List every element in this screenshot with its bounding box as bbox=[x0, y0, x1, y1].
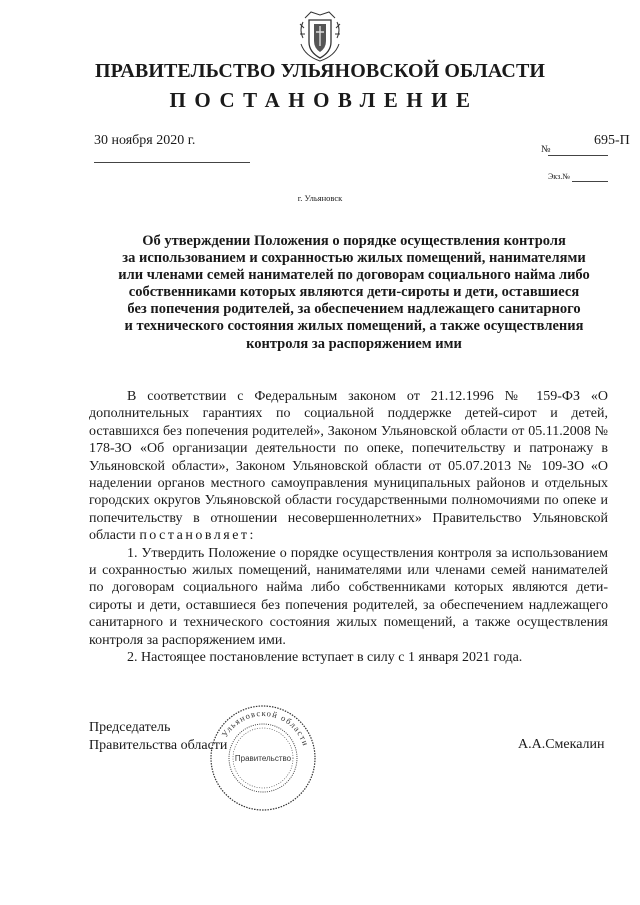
seal-center-text: Правительство bbox=[234, 754, 292, 763]
document-number: 695-П bbox=[594, 133, 630, 148]
title-line: или членами семей нанимателей по договорам социального найма либо bbox=[118, 267, 590, 284]
date-underline bbox=[94, 162, 250, 163]
document-body bbox=[89, 388, 608, 667]
signatory-role-line1: Председатель bbox=[89, 720, 171, 735]
title-line: собственниками которых являются дети-сироты и дети, оставшиеся bbox=[128, 284, 580, 301]
official-seal bbox=[208, 703, 318, 813]
city: г. Ульяновск bbox=[297, 193, 343, 203]
decree-word: постановляет: bbox=[139, 528, 256, 544]
item-1-paragraph: 1. Утвердить Положение о порядке осуществления контроля за использованием и сохранностью жилых помещений, нанимателями или членами семей нанимателей по договорам социального найма либо собственниками которых являются дети-сироты и дети, оставшиеся без попечения родителей, за обеспечением надлежащего санитарного и технического состояния жилых помещений, а также осуществления контроля за распоряжением ими. bbox=[89, 545, 608, 648]
signatory-name: А.А.Смекалин bbox=[518, 737, 605, 752]
item-2-paragraph: 2. Настоящее постановление вступает в силу с 1 января 2021 года. bbox=[127, 650, 523, 666]
document-type: ПОСТАНОВЛЕНИЕ bbox=[169, 88, 479, 112]
copy-number-label: Экз.№ bbox=[548, 172, 570, 181]
signatory-role-line2: Правительства области bbox=[89, 738, 228, 753]
preamble-text: В соответствии с Федеральным законом от 21.12.1996 № 159-ФЗ «О дополнительных гарантиях по социальной поддержке детей-сирот и детей, оставшихся без попечения родителей», Законом Ульяновской области от 05.11.2008 № 178-ЗО «Об организации деятельности по опеке, попечительству и патронажу в Ульяновской области», Законом Ульяновской области от 05.07.2013 № 109-ЗО «О наделении органов местного самоуправления муниципальных районов и отдельных городских округов Ульяновской области государственными полномочиями по опеке и попечительству в отношении несовершеннолетних» Правительство Ульяновской области bbox=[89, 389, 608, 544]
title-line: без попечения родителей, за обеспечением надлежащего санитарного bbox=[127, 301, 581, 318]
organization-name: ПРАВИТЕЛЬСТВО УЛЬЯНОВСКОЙ ОБЛАСТИ bbox=[94, 60, 546, 82]
title-line: Об утверждении Положения о порядке осуществления контроля bbox=[142, 233, 566, 249]
preamble-paragraph bbox=[89, 388, 608, 545]
document-date: 30 ноября 2020 г. bbox=[94, 133, 196, 148]
title-line: за использованием и сохранностью жилых помещений, нанимателями bbox=[122, 250, 586, 267]
seal-ring-text: Ульяновской области bbox=[219, 707, 312, 748]
number-underline bbox=[548, 155, 608, 156]
signatory-role bbox=[89, 719, 227, 755]
copy-number-underline bbox=[572, 181, 608, 182]
title-line: и технического состояния жилых помещений, а также осуществления bbox=[124, 318, 584, 335]
coat-of-arms-icon bbox=[297, 8, 343, 64]
document-title bbox=[94, 233, 614, 353]
title-line: контроля за распоряжением ими bbox=[246, 335, 462, 352]
number-prefix: № bbox=[541, 144, 551, 155]
